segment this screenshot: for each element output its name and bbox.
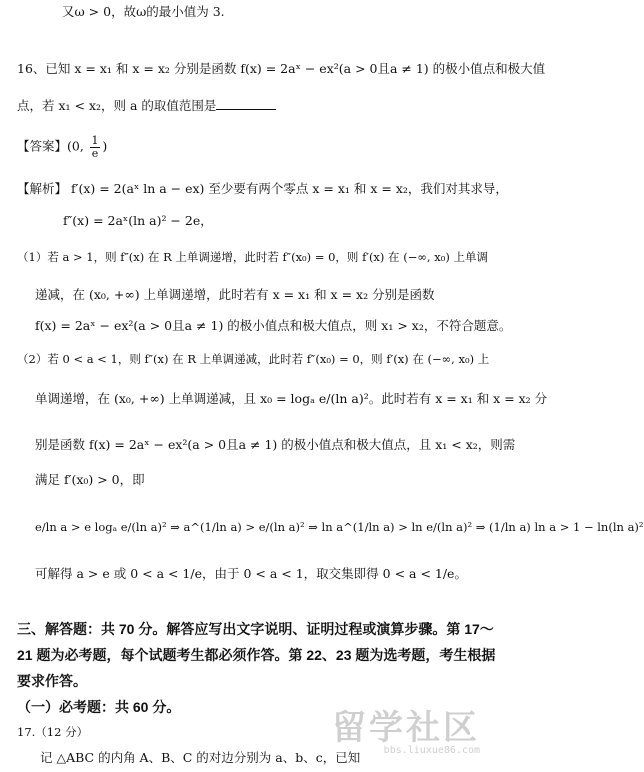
question-17-label: 17.（12 分） bbox=[17, 725, 89, 739]
answer-denominator: e bbox=[91, 146, 99, 160]
case-1-line-1: （1）若 a > 1，则 f″(x) 在 R 上单调递增，此时若 f″(x₀) = 0，则 f′(x) 在 (−∞, x₀) 上单调 bbox=[17, 250, 488, 264]
solution-line-2: f″(x) = 2aˣ(ln a)² − 2e， bbox=[63, 213, 213, 228]
answer-fraction bbox=[90, 135, 101, 159]
answer-label: 【答案】 bbox=[17, 138, 68, 154]
case-2-derivation: e/ln a > e logₐ e/(ln a)² ⇒ a^(1/ln a) > e/(ln a)² ⇒ ln a^(1/ln a) > ln e/(ln a)² ⇒ (1/ln a) ln a > 1 − ln(ln a)² bbox=[35, 520, 644, 534]
case-2-line-2: 单调递增，在 (x₀, +∞) 上单调递减，且 x₀ = logₐ e/(ln a)²。此时若有 x = x₁ 和 x = x₂ 分 bbox=[35, 391, 548, 406]
case-1-line-3: f(x) = 2aˣ − ex²(a > 0且a ≠ 1) 的极小值点和极大值点，则 x₁ > x₂，不符合题意。 bbox=[35, 318, 512, 333]
case-2-line-4: 满足 f′(x₀) > 0，即 bbox=[35, 472, 145, 487]
question-16-line-1: 16、已知 x = x₁ 和 x = x₂ 分别是函数 f(x) = 2aˣ − ex²(a > 0且a ≠ 1) 的极小值点和极大值 bbox=[17, 61, 546, 76]
section-3-line-3: 要求作答。 bbox=[17, 673, 87, 689]
answer-open: (0, bbox=[67, 138, 88, 154]
question-16-line-2 bbox=[17, 100, 276, 113]
case-2-line-1: （2）若 0 < a < 1，则 f″(x) 在 R 上单调递减，此时若 f″(x₀) = 0，则 f′(x) 在 (−∞, x₀) 上 bbox=[17, 352, 490, 366]
watermark bbox=[332, 700, 480, 756]
question-17-text: 记 △ABC 的内角 A、B、C 的对边分别为 a、b、c，已知 bbox=[40, 750, 361, 765]
answer-line bbox=[17, 135, 107, 159]
case-1-line-2: 递减，在 (x₀, +∞) 上单调递增，此时若有 x = x₁ 和 x = x₂ 分别是函数 bbox=[35, 287, 435, 302]
answer-close: ) bbox=[102, 138, 108, 154]
section-3-line-1: 三、解答题：共 70 分。解答应写出文字说明、证明过程或演算步骤。第 17～ bbox=[17, 621, 494, 637]
question-16-text: 点，若 x₁ < x₂，则 a 的取值范围是 bbox=[17, 98, 217, 113]
watermark-brand: 留学社区 bbox=[332, 708, 480, 748]
case-2-line-3: 别是函数 f(x) = 2aˣ − ex²(a > 0且a ≠ 1) 的极小值点和极大值点，且 x₁ < x₂，则需 bbox=[35, 437, 516, 452]
answer-numerator: 1 bbox=[91, 134, 99, 147]
watermark-url: bbs.liuxue86.com bbox=[383, 745, 480, 756]
answer-blank bbox=[216, 108, 276, 110]
required-questions-heading: （一）必考题：共 60 分。 bbox=[17, 699, 181, 715]
solution-line-1: 【解析】 f′(x) = 2(aˣ ln a − ex) 至少要有两个零点 x = x₁ 和 x = x₂，我们对其求导， bbox=[17, 181, 508, 196]
section-3-line-2: 21 题为必考题，每个试题考生都必须作答。第 22、23 题为选考题，考生根据 bbox=[17, 647, 496, 663]
case-2-conclusion: 可解得 a > e 或 0 < a < 1/e，由于 0 < a < 1，取交集即得 0 < a < 1/e。 bbox=[35, 566, 467, 581]
prev-conclusion: 又ω > 0，故ω的最小值为 3. bbox=[62, 4, 225, 19]
